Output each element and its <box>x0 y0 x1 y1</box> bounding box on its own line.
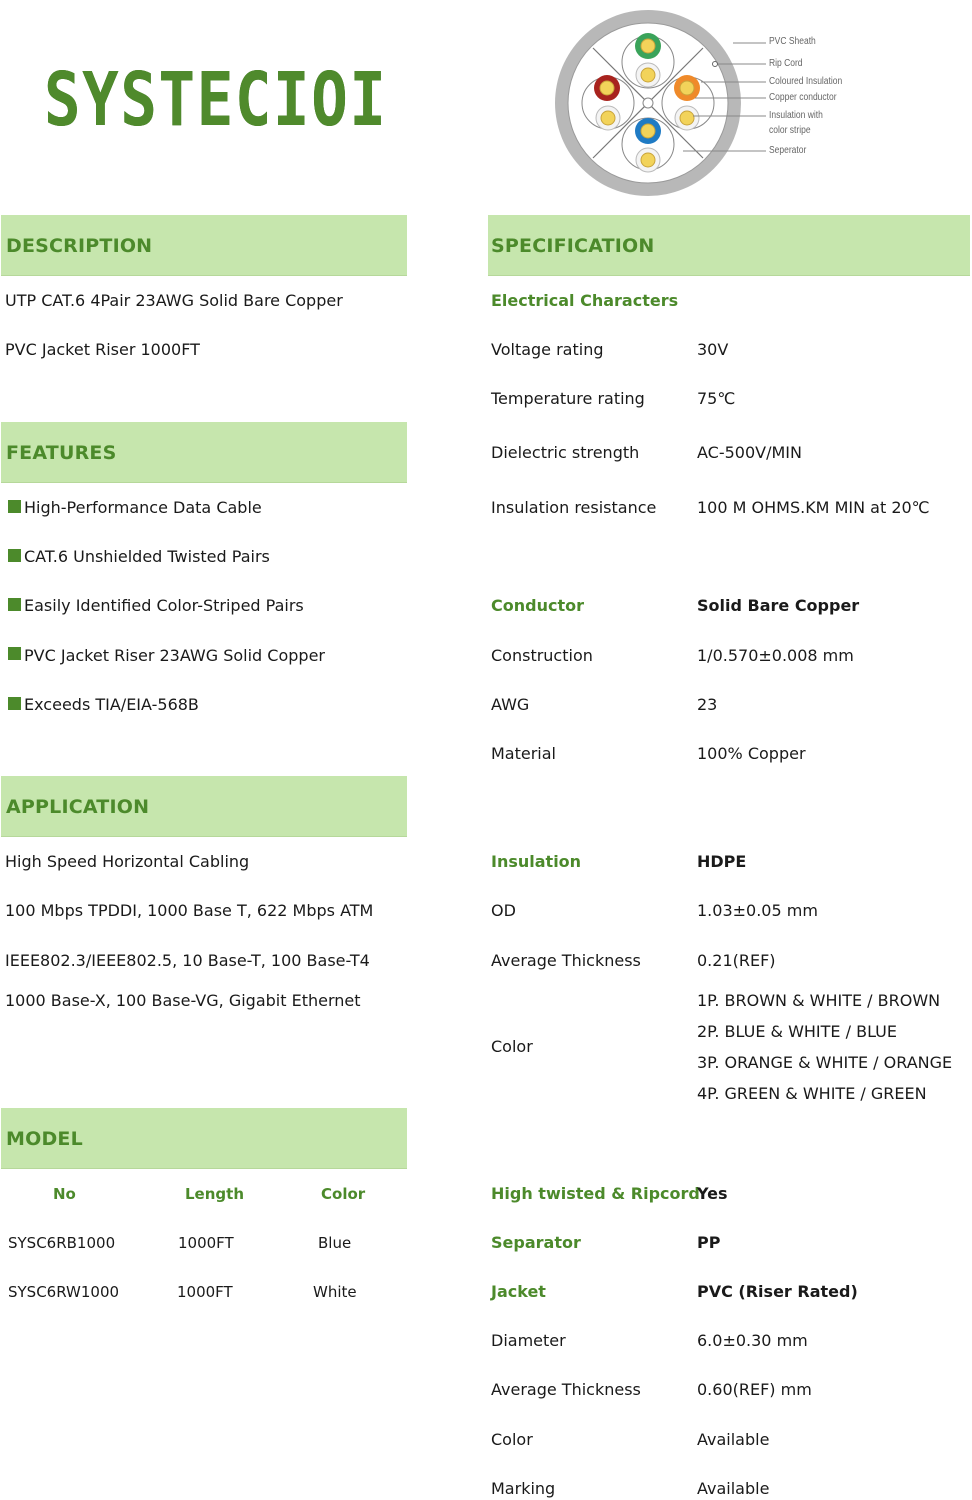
feature-item: Exceeds TIA/EIA-568B <box>24 695 199 714</box>
model-col-color: Color <box>321 1185 366 1203</box>
label-separator: Seperator <box>769 145 807 156</box>
label-insulation-with: Insulation with <box>769 110 823 121</box>
spec-value: Available <box>697 1479 770 1498</box>
spec-label: Voltage rating <box>491 340 604 359</box>
description-line: UTP CAT.6 4Pair 23AWG Solid Bare Copper <box>5 291 343 310</box>
spec-separator-heading: Separator <box>491 1233 581 1252</box>
description-header <box>1 215 407 276</box>
model-cell-color: Blue <box>318 1234 352 1252</box>
specification-title: SPECIFICATION <box>491 235 655 257</box>
spec-value: 75℃ <box>697 389 736 408</box>
spec-conductor-value: Solid Bare Copper <box>697 596 860 615</box>
spec-label: Construction <box>491 646 593 665</box>
spec-label: Color <box>491 1430 533 1449</box>
spec-color-pair: 1P. BROWN & WHITE / BROWN <box>697 991 941 1010</box>
features-header <box>1 422 407 483</box>
model-title: MODEL <box>6 1128 83 1150</box>
feature-item: CAT.6 Unshielded Twisted Pairs <box>24 547 270 566</box>
spec-label: Material <box>491 744 556 763</box>
label-pvc-sheath: PVC Sheath <box>769 36 816 47</box>
spec-jacket-value: PVC (Riser Rated) <box>697 1282 858 1301</box>
label-coloured-insulation: Coloured Insulation <box>769 76 843 87</box>
spec-label: Diameter <box>491 1331 566 1350</box>
label-color-stripe: color stripe <box>769 125 811 136</box>
bullet-square-icon <box>8 697 21 710</box>
cable-cross-section-diagram <box>553 0 853 205</box>
model-col-length: Length <box>185 1185 244 1203</box>
label-rip-cord: Rip Cord <box>769 58 803 69</box>
bullet-square-icon <box>8 647 21 660</box>
spec-twisted-heading: High twisted & Ripcord <box>491 1184 700 1203</box>
spec-insulation-heading: Insulation <box>491 852 582 871</box>
bullet-square-icon <box>8 500 21 513</box>
model-cell-no: SYSC6RW1000 <box>8 1283 120 1301</box>
spec-jacket-heading: Jacket <box>491 1282 546 1301</box>
spec-electrical-heading: Electrical Characters <box>491 291 679 310</box>
spec-conductor-heading: Conductor <box>491 596 584 615</box>
model-cell-no: SYSC6RB1000 <box>8 1234 116 1252</box>
model-cell-length: 1000FT <box>178 1234 234 1252</box>
spec-color-pair: 3P. ORANGE & WHITE / ORANGE <box>697 1053 953 1072</box>
spec-label: Temperature rating <box>491 389 645 408</box>
spec-value: 0.21(REF) <box>697 951 776 970</box>
application-line: 1000 Base-X, 100 Base-VG, Gigabit Ethernet <box>5 991 361 1010</box>
spec-separator-value: PP <box>697 1233 721 1252</box>
spec-value: 100 M OHMS.KM MIN at 20℃ <box>697 498 930 517</box>
application-line: IEEE802.3/IEEE802.5, 10 Base-T, 100 Base-T4 <box>5 951 370 970</box>
spec-color-pair: 2P. BLUE & WHITE / BLUE <box>697 1022 897 1041</box>
spec-label: OD <box>491 901 516 920</box>
spec-label: Average Thickness <box>491 1380 641 1399</box>
model-col-no: No <box>53 1185 76 1203</box>
application-header <box>1 776 407 837</box>
features-title: FEATURES <box>6 442 117 464</box>
feature-item: Easily Identified Color-Striped Pairs <box>24 596 304 615</box>
spec-twisted-value: Yes <box>697 1184 728 1203</box>
spec-value: 0.60(REF) mm <box>697 1380 812 1399</box>
model-cell-length: 1000FT <box>177 1283 233 1301</box>
spec-label: Insulation resistance <box>491 498 657 517</box>
bullet-square-icon <box>8 598 21 611</box>
brand-logo <box>44 57 388 143</box>
spec-value: 1/0.570±0.008 mm <box>697 646 854 665</box>
application-line: 100 Mbps TPDDI, 1000 Base T, 622 Mbps ATM <box>5 901 374 920</box>
model-header <box>1 1108 407 1169</box>
feature-item: PVC Jacket Riser 23AWG Solid Copper <box>24 646 325 665</box>
label-copper-conductor: Copper conductor <box>769 92 837 103</box>
spec-value: AC-500V/MIN <box>697 443 802 462</box>
description-title: DESCRIPTION <box>6 235 153 257</box>
model-cell-color: White <box>313 1283 357 1301</box>
spec-label: Average Thickness <box>491 951 641 970</box>
spec-color-pair: 4P. GREEN & WHITE / GREEN <box>697 1084 927 1103</box>
spec-value: 30V <box>697 340 729 359</box>
spec-value: 23 <box>697 695 718 714</box>
spec-label: Dielectric strength <box>491 443 640 462</box>
specification-header <box>488 215 970 276</box>
spec-value: 1.03±0.05 mm <box>697 901 818 920</box>
bullet-square-icon <box>8 549 21 562</box>
application-title: APPLICATION <box>6 796 150 818</box>
spec-label: Marking <box>491 1479 556 1498</box>
spec-label: Color <box>491 1037 533 1056</box>
description-line: PVC Jacket Riser 1000FT <box>5 340 200 359</box>
feature-item: High-Performance Data Cable <box>24 498 262 517</box>
spec-value: 100% Copper <box>697 744 806 763</box>
spec-label: AWG <box>491 695 530 714</box>
application-line: High Speed Horizontal Cabling <box>5 852 250 871</box>
spec-value: 6.0±0.30 mm <box>697 1331 808 1350</box>
spec-value: Available <box>697 1430 770 1449</box>
logo-text: SYSTECIOI <box>44 57 388 143</box>
spec-insulation-value: HDPE <box>697 852 747 871</box>
